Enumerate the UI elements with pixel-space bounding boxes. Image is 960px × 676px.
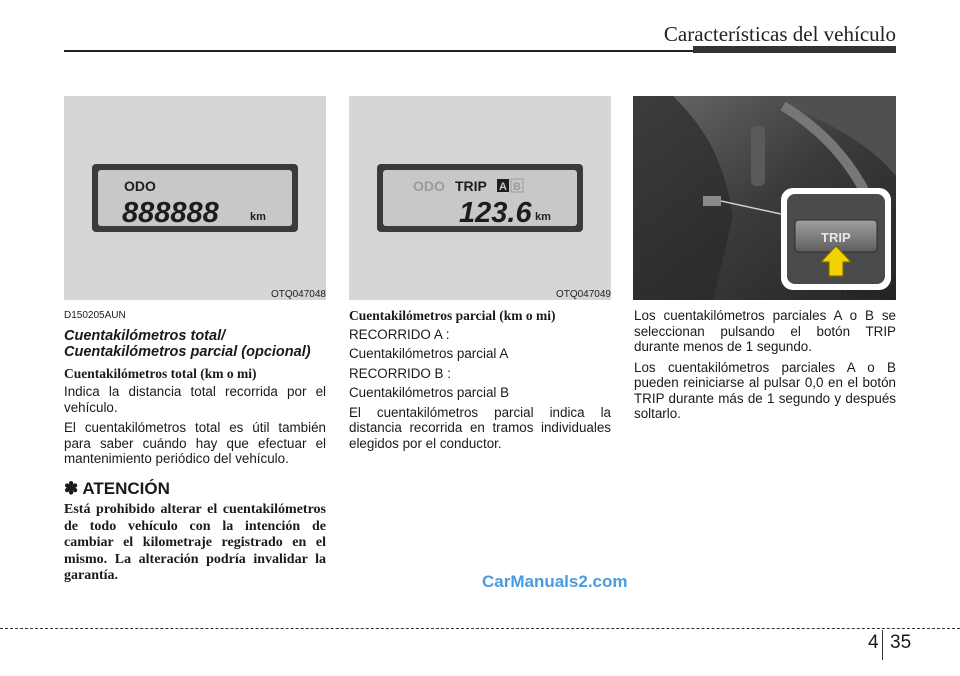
- warning-body: Está prohibido alterar el cuentakilómetros de todo vehículo con la intención de cambiar el kilometraje registrado en el mismo. La alteración podría invalidar la garantía.: [64, 502, 326, 583]
- paragraph: Los cuentakilómetros parciales A o B pueden reiniciarse al pulsar 0,0 en el botón TRIP durante más de 1 segundo y después soltarlo.: [634, 359, 896, 421]
- header-tab-bar: [693, 46, 896, 53]
- section-title: Cuentakilómetros total/ Cuentakilómetros parcial (opcional): [64, 327, 311, 360]
- paragraph: Los cuentakilómetros parciales A o B se seleccionan pulsando el botón TRIP durante menos de 1 segundo.: [634, 308, 896, 354]
- subheading-trip-meter: Cuentakilómetros parcial (km o mi): [349, 308, 556, 323]
- lcd-trip-value: 123.6: [459, 197, 532, 229]
- subheading-odometer: Cuentakilómetros total (km o mi): [64, 365, 257, 381]
- dashboard-photo-illustration: [633, 96, 896, 300]
- line: Cuentakilómetros parcial B: [349, 385, 510, 400]
- figure-id: OTQ047049: [555, 289, 611, 300]
- lcd-badge-b: B: [513, 181, 521, 193]
- paragraph: Indica la distancia total recorrida por el vehículo.: [64, 384, 326, 415]
- figure-id: OTQ047047: [840, 289, 896, 300]
- page-number: 35: [890, 632, 912, 653]
- chapter-number: 4: [868, 632, 879, 653]
- warning-heading: [64, 478, 326, 498]
- lcd-odo-dim-label: ODO: [413, 178, 445, 194]
- watermark: CarManuals2.com: [482, 572, 628, 591]
- lcd-odo-value: 888888: [122, 197, 219, 229]
- lcd-odo-unit: km: [250, 211, 266, 223]
- line: Cuentakilómetros parcial A: [349, 346, 509, 361]
- text-column-3: [634, 308, 896, 427]
- section-code: D150205AUN: [64, 310, 126, 321]
- figure-trip-button-photo: [633, 96, 896, 300]
- paragraph: El cuentakilómetros parcial indica la distancia recorrida en tramos individuales elegidos por el conductor.: [349, 404, 611, 451]
- trip-lcd-illustration: [349, 96, 611, 300]
- trip-button-label: TRIP: [821, 230, 851, 245]
- text-column-2: [349, 308, 611, 455]
- page-header-title: Características del vehículo: [663, 22, 896, 46]
- odometer-lcd-illustration: [64, 96, 326, 300]
- page-number-divider: [882, 630, 883, 660]
- asterisk-icon: ✽: [64, 478, 79, 498]
- paragraph: El cuentakilómetros total es útil también para saber cuándo hay que efectuar el mantenimiento periódico del vehículo.: [64, 420, 326, 466]
- warning-title: ATENCIÓN: [82, 478, 170, 498]
- figure-odometer: [64, 96, 326, 300]
- footer-rule: [0, 628, 960, 629]
- figure-id: OTQ047048: [270, 289, 326, 300]
- lcd-badge-a: A: [499, 181, 507, 193]
- figure-trip-meter: [349, 96, 611, 300]
- line: RECORRIDO A :: [349, 326, 450, 342]
- text-column-1: [64, 308, 326, 585]
- lcd-trip-label: TRIP: [455, 178, 487, 194]
- lcd-trip-unit: km: [535, 211, 551, 223]
- lcd-odo-label: ODO: [124, 178, 156, 194]
- line: RECORRIDO B :: [349, 365, 451, 381]
